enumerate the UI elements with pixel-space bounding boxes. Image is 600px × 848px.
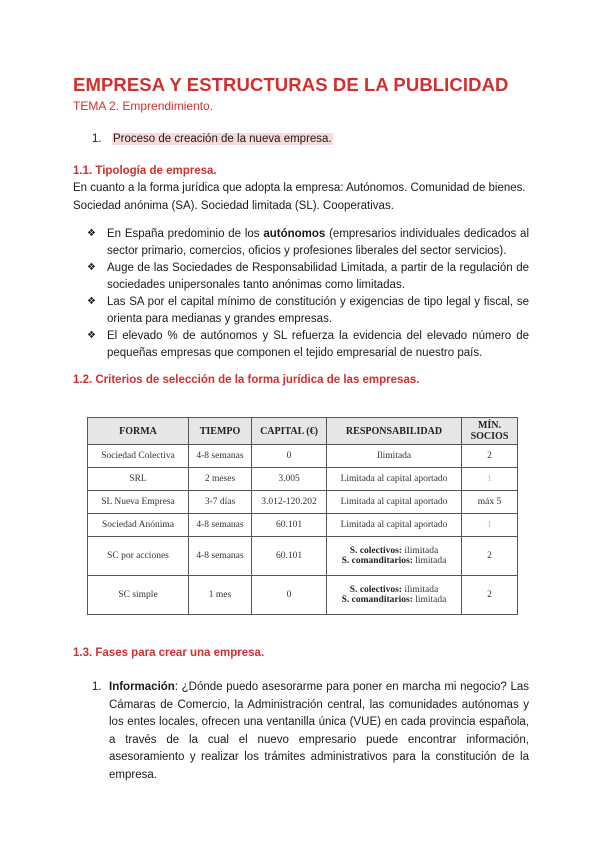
bullet-bold-text: autónomos <box>263 228 326 240</box>
section-1-item <box>92 133 333 145</box>
bullet-item <box>87 328 529 361</box>
legal-forms-table <box>87 417 518 615</box>
header-responsabilidad: RESPONSABILIDAD <box>327 418 462 445</box>
step-text: : ¿Dónde puedo asesorarme para poner en marcha mi negocio? Las Cámaras de Comercio, la Administración central, las comunidades autónomas y los entes locales, ofrecen una ventanilla única (VUE) en cada provincia española, a través de la cual el nuevo empresario puede encontrar información, asesoramiento y realizar los trámites administrativos para la constitución de la empresa. <box>109 681 529 781</box>
cell-capital: 3.005 <box>252 468 327 491</box>
diamond-bullet-icon: ❖ <box>87 296 96 307</box>
cell-capital: 60.101 <box>252 514 327 537</box>
bullet-text: El elevado % de autónomos y SL refuerza la evidencia del elevado número de pequeñas empresas que componen el tejido empresarial de nuestro país. <box>107 330 529 359</box>
table-row <box>88 537 518 576</box>
cell-forma: Sociedad Anónima <box>88 514 189 537</box>
table-row <box>88 491 518 514</box>
cell-forma: SC simple <box>88 576 189 615</box>
document-title: EMPRESA Y ESTRUCTURAS DE LA PUBLICIDAD <box>73 74 509 95</box>
bullet-item <box>87 226 529 259</box>
table-header-row <box>88 418 518 445</box>
bullet-text: En España predominio de los <box>107 228 264 240</box>
table-row <box>88 576 518 615</box>
bullet-text: (empresarios individuales dedicados al sector primario, comercios, oficios y profesiones liberales del sector servicios). <box>107 228 530 257</box>
resp-label: S. comanditarios: <box>341 556 413 566</box>
cell-tiempo: 4-8 semanas <box>189 445 252 468</box>
bullet-item <box>87 294 529 327</box>
header-min-socios: MÍN. SOCIOS <box>462 418 518 445</box>
section-1-2-heading: 1.2. Criterios de selección de la forma jurídica de las empresas. <box>73 374 420 386</box>
header-tiempo: TIEMPO <box>189 418 252 445</box>
cell-forma: Sociedad Colectiva <box>88 445 189 468</box>
cell-tiempo: 1 mes <box>189 576 252 615</box>
table-row <box>88 514 518 537</box>
cell-socios: 2 <box>462 445 518 468</box>
section-1-number: 1. <box>92 133 102 145</box>
bullet-text: Las SA por el capital mínimo de constitución y exigencias de tipo legal y fiscal, se orienta para medianas y grandes empresas. <box>107 296 529 325</box>
cell-socios: 2 <box>462 576 518 615</box>
document-subtitle: TEMA 2. Emprendimiento. <box>73 99 214 113</box>
resp-value: limitada <box>412 556 447 566</box>
cell-socios: 2 <box>462 537 518 576</box>
cell-responsabilidad <box>327 576 462 615</box>
cell-socios: máx 5 <box>462 491 518 514</box>
resp-value: limitada <box>412 595 447 605</box>
cell-responsabilidad: Limitada al capital aportado <box>327 468 462 491</box>
cell-capital: 60.101 <box>252 537 327 576</box>
step-bold-label: Información <box>109 681 175 693</box>
cell-tiempo: 3-7 días <box>189 491 252 514</box>
cell-responsabilidad <box>327 537 462 576</box>
cell-capital: 0 <box>252 576 327 615</box>
header-capital: CAPITAL (€) <box>252 418 327 445</box>
step-number: 1. <box>92 681 102 693</box>
section-1-1-heading: 1.1. Tipología de empresa. <box>73 165 217 177</box>
cell-forma: SL Nueva Empresa <box>88 491 189 514</box>
resp-label: S. colectivos: <box>349 546 403 556</box>
bullet-text: Auge de las Sociedades de Responsabilidad Limitada, a partir de la regulación de sociedades unipersonales tanto anónimas como limitadas. <box>107 262 529 291</box>
table-row <box>88 468 518 491</box>
cell-tiempo: 2 meses <box>189 468 252 491</box>
cell-responsabilidad: Limitada al capital aportado <box>327 491 462 514</box>
cell-tiempo: 4-8 semanas <box>189 537 252 576</box>
cell-responsabilidad: Limitada al capital aportado <box>327 514 462 537</box>
header-forma: FORMA <box>88 418 189 445</box>
bullet-item <box>87 260 529 293</box>
section-1-3-steps-list <box>92 679 529 784</box>
cell-forma: SC por acciones <box>88 537 189 576</box>
resp-label: S. colectivos: <box>349 585 403 595</box>
resp-label: S. comanditarios: <box>341 595 413 605</box>
diamond-bullet-icon: ❖ <box>87 262 96 273</box>
cell-tiempo: 4-8 semanas <box>189 514 252 537</box>
cell-capital: 3.012-120.202 <box>252 491 327 514</box>
resp-value: ilimitada <box>402 546 439 556</box>
section-1-3-heading: 1.3. Fases para crear una empresa. <box>73 647 265 659</box>
cell-socios: 1 <box>462 468 518 491</box>
diamond-bullet-icon: ❖ <box>87 330 96 341</box>
diamond-bullet-icon: ❖ <box>87 228 96 239</box>
paragraph-line: Sociedad anónima (SA). Sociedad limitada (SL). Cooperativas. <box>73 199 394 212</box>
section-1-1-paragraph <box>73 180 533 215</box>
cell-responsabilidad: Ilimitada <box>327 445 462 468</box>
cell-forma: SRL <box>88 468 189 491</box>
section-1-1-bullet-list <box>87 226 529 362</box>
section-1-highlighted-text: Proceso de creación de la nueva empresa. <box>113 133 332 145</box>
table-row <box>88 445 518 468</box>
resp-value: ilimitada <box>402 585 439 595</box>
paragraph-line: En cuanto a la forma jurídica que adopta la empresa: Autónomos. Comunidad de bienes. <box>73 182 526 194</box>
step-item <box>92 679 529 784</box>
cell-capital: 0 <box>252 445 327 468</box>
cell-socios: 1 <box>462 514 518 537</box>
